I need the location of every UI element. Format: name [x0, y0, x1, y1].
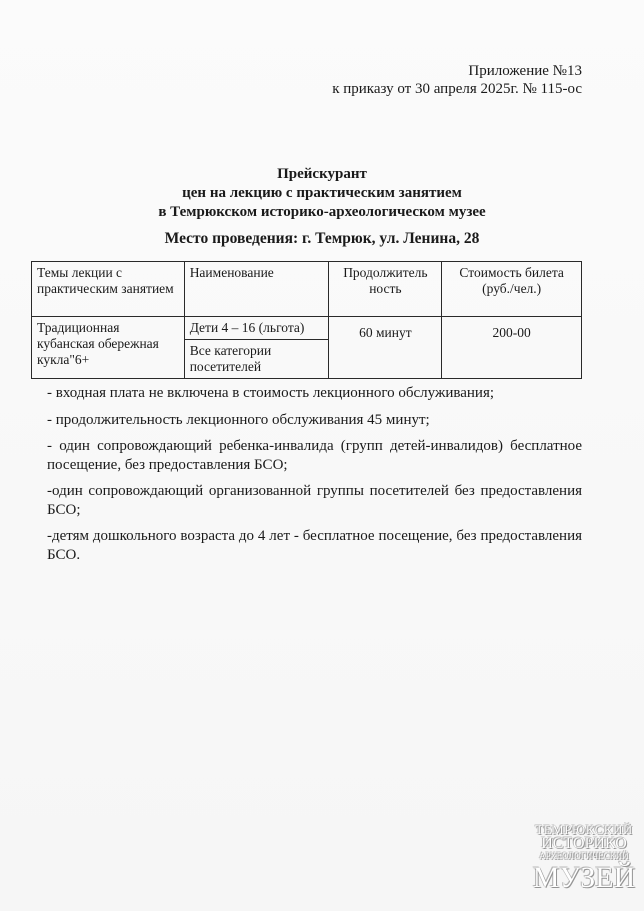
header-price: Стоимость билета (руб./чел.) [442, 262, 582, 317]
logo-line-1: ТЕМРЮКСКИЙ [535, 822, 633, 837]
note-item: -детям дошкольного возраста до 4 лет - бесплатное посещение, без предоставления БСО. [47, 528, 582, 563]
header-name: Наименование [184, 262, 329, 317]
note-item: -один сопровождающий организованной группы посетителей без предоставления БСО; [47, 483, 582, 518]
note-item: - продолжительность лекционного обслуживания 45 минут; [47, 411, 430, 428]
title-line-3: в Темрюкском историко-археологическом музее [158, 204, 486, 220]
museum-logo [529, 823, 639, 893]
header-topic: Темы лекции с практическим занятием [32, 262, 185, 317]
logo-line-2: ИСТОРИКО [541, 835, 627, 852]
document-title [0, 165, 644, 222]
title-line-1: Прейскурант [277, 166, 367, 182]
venue-line: Место проведения: г. Темрюк, ул. Ленина, 28 [164, 230, 480, 247]
order-reference: к приказу от 30 апреля 2025г. № 115-ос [332, 81, 582, 97]
cell-name-children: Дети 4 – 16 (льгота) [184, 317, 329, 340]
appendix-reference [332, 62, 582, 98]
table-row [32, 317, 582, 340]
logo-line-4: МУЗЕЙ [532, 861, 636, 894]
note-item: - входная плата не включена в стоимость лекционного обслуживания; [47, 385, 495, 401]
note-item: - один сопровождающий ребенка-инвалида (групп детей-инвалидов) бесплатное посещение, без предоставления БСО; [47, 438, 582, 473]
title-line-2: цен на лекцию с практическим занятием [182, 185, 462, 201]
header-duration: Продолжитель ность [329, 262, 442, 317]
cell-price: 200-00 [442, 317, 582, 379]
notes-list [47, 384, 582, 572]
table-header-row [32, 262, 582, 317]
cell-duration: 60 минут [329, 317, 442, 379]
appendix-number: Приложение №13 [468, 63, 582, 79]
price-table [31, 261, 582, 379]
cell-name-all: Все категории посетителей [184, 340, 329, 379]
cell-topic: Традиционная кубанская обережная кукла"6+ [32, 317, 185, 379]
logo-line-3: АРХЕОЛОГИЧЕСКИЙ [539, 851, 629, 861]
